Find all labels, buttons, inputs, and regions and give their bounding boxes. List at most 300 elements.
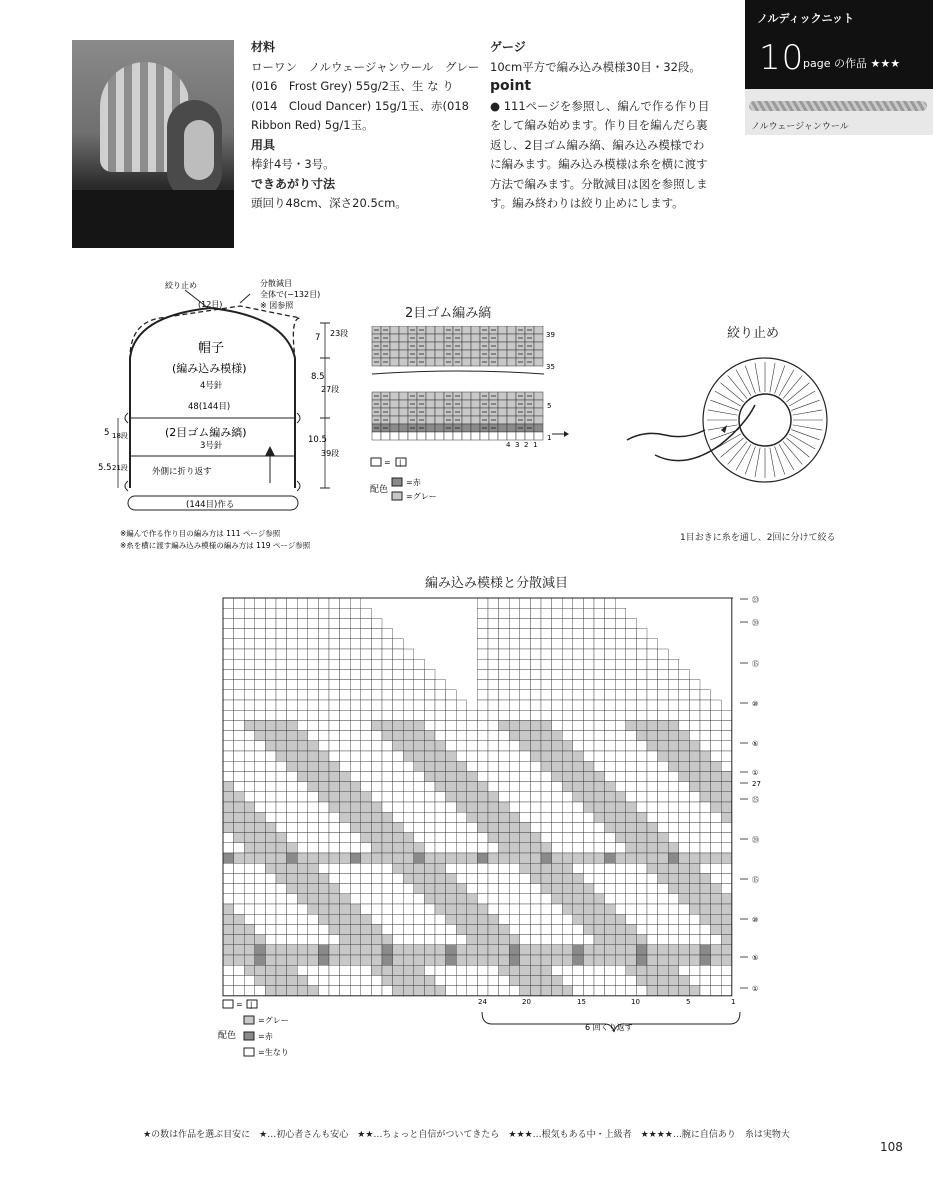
pattern-cell [435,731,446,741]
pattern-cell [414,741,425,751]
pattern-cell [541,782,552,792]
pattern-cell [552,843,563,853]
pattern-cell [509,649,520,659]
pattern-cell [414,935,425,945]
pattern-cell [308,955,319,965]
pattern-cell [234,822,245,832]
pattern-cell [721,945,732,955]
pattern-cell [350,904,361,914]
pattern-cell [668,884,679,894]
pattern-cell [265,945,276,955]
pattern-cell [668,935,679,945]
pattern-cell [329,710,340,720]
pattern-cell [605,608,616,618]
pattern-cell [583,710,594,720]
col-label: 3 [515,441,520,449]
pattern-cell [668,802,679,812]
pattern-cell [308,639,319,649]
pattern-cell [509,629,520,639]
pattern-cell [594,771,605,781]
pattern-cell [244,904,255,914]
pattern-cell [658,690,669,700]
pattern-cell [308,986,319,996]
pattern-cell [340,812,351,822]
pattern-cell [658,731,669,741]
pattern-cell [361,771,372,781]
pattern-cell [615,853,626,863]
pattern-cell [318,731,329,741]
pattern-cell [329,680,340,690]
pattern-cell [658,975,669,985]
pattern-cell [615,629,626,639]
pattern-cell [605,720,616,730]
pattern-cell [552,608,563,618]
pattern-cell [424,782,435,792]
pattern-cell [552,659,563,669]
pattern-cell [467,833,478,843]
row-mark: ① [752,985,759,993]
pattern-cell [287,782,298,792]
pattern-cell [361,700,372,710]
pattern-cell [382,843,393,853]
pattern-cell [223,914,234,924]
pattern-cell [636,802,647,812]
materials-line: (014 Cloud Dancer) 15g/1玉、赤(018 [251,98,469,113]
pattern-cell [244,894,255,904]
pattern-cell [446,873,457,883]
pattern-cell [647,720,658,730]
pattern-cell [414,710,425,720]
pattern-cell [403,965,414,975]
pattern-cell [371,935,382,945]
pattern-cell [329,812,340,822]
pattern-cell [287,741,298,751]
pattern-cell [244,629,255,639]
pattern-cell [340,659,351,669]
pattern-cell [552,751,563,761]
pattern-cell [329,629,340,639]
rib-cell [462,350,471,358]
pattern-cell [689,884,700,894]
pattern-cell [488,843,499,853]
pattern-cell [467,741,478,751]
pattern-cell [636,965,647,975]
pattern-cell [509,812,520,822]
pattern-cell [605,700,616,710]
pattern-cell [276,710,287,720]
pattern-cell [573,965,584,975]
rib-cell [507,334,516,342]
pattern-cell [658,843,669,853]
pattern-cell [711,782,722,792]
pattern-cell [700,884,711,894]
pattern-cell [626,751,637,761]
pattern-cell [382,761,393,771]
key-red: =赤 [258,1032,273,1041]
pattern-cell [382,965,393,975]
pattern-cell [382,782,393,792]
pattern-cell [562,904,573,914]
pattern-cell [308,822,319,832]
pattern-cell [573,649,584,659]
pattern-cell [318,608,329,618]
pattern-cell [562,945,573,955]
pattern-cell [223,751,234,761]
key-red-swatch [244,1032,254,1040]
rib-cell [471,424,480,432]
pattern-cell [658,924,669,934]
pattern-cell [499,792,510,802]
pattern-cell [350,771,361,781]
pattern-cell [668,782,679,792]
pattern-cell [668,986,679,996]
pattern-cell [244,884,255,894]
pattern-cell [605,986,616,996]
rib-cell [498,432,507,440]
pattern-cell [615,639,626,649]
row-mark: ⑤ [752,740,759,748]
pattern-cell [244,751,255,761]
pattern-cell [626,782,637,792]
pattern-cell [265,924,276,934]
pattern-cell [552,935,563,945]
pattern-cell [467,873,478,883]
pattern-cell [244,945,255,955]
pattern-cell [594,812,605,822]
pattern-cell [520,761,531,771]
rib-cell [534,416,543,424]
pattern-cell [477,833,488,843]
fold-label: 外側に折り返す [152,467,212,477]
pattern-cell [679,822,690,832]
pattern-cell [361,873,372,883]
key-grey: =グレー [406,492,437,501]
point-line: 返し、2目ゴム編み縞、編み込み模様でわ [490,137,705,152]
pattern-cell [562,894,573,904]
pattern-cell [499,833,510,843]
pattern-cell [234,608,245,618]
pattern-cell [573,904,584,914]
pattern-cell [265,598,276,608]
pattern-cell [371,812,382,822]
pattern-cell [414,873,425,883]
pattern-cell [340,904,351,914]
pattern-cell [658,873,669,883]
rib-cell [435,334,444,342]
rib-cell [498,326,507,334]
pattern-cell [647,680,658,690]
pattern-cell [488,608,499,618]
pattern-cell [265,629,276,639]
pattern-cell [234,710,245,720]
pattern-cell [265,955,276,965]
rib-cell [435,424,444,432]
pattern-cell [626,802,637,812]
rib-cell [426,334,435,342]
pattern-cell [509,945,520,955]
pattern-cell [583,669,594,679]
rib-cell [462,358,471,366]
pattern-cell [287,629,298,639]
pattern-cell [414,720,425,730]
pattern-cell [594,833,605,843]
pattern-cell [509,843,520,853]
rib-cell [471,432,480,440]
pattern-cell [658,812,669,822]
pattern-cell [414,945,425,955]
pattern-cell [721,761,732,771]
pattern-cell [435,771,446,781]
repeat-label: 6 回くり返す [585,1023,633,1032]
pattern-cell [583,812,594,822]
pattern-cell [700,904,711,914]
pattern-cell [223,924,234,934]
pattern-cell [318,935,329,945]
pattern-cell [721,812,732,822]
pattern-cell [583,935,594,945]
pattern-cell [435,741,446,751]
pattern-cell [318,924,329,934]
pattern-cell [647,843,658,853]
pattern-cell [467,792,478,802]
pattern-cell [276,975,287,985]
rib-cell [390,342,399,350]
pattern-cell [287,955,298,965]
pattern-cell [297,986,308,996]
pattern-cell [626,924,637,934]
pattern-cell [477,873,488,883]
pattern-cell [541,720,552,730]
key-red-swatch [392,478,402,486]
pattern-cell [626,680,637,690]
pattern-cell [668,792,679,802]
rib-cell [462,342,471,350]
pattern-cell [636,873,647,883]
top-stitches: (12目) [198,300,223,309]
pattern-cell [382,935,393,945]
pattern-cell [276,884,287,894]
pattern-cell [636,782,647,792]
pattern-cell [287,618,298,628]
rib-cell [390,424,399,432]
pattern-cell [382,924,393,934]
pattern-cell [403,945,414,955]
pattern-cell [403,720,414,730]
pattern-cell [361,792,372,802]
pattern-cell [552,955,563,965]
pattern-cell [647,955,658,965]
pattern-cell [244,598,255,608]
pattern-cell [626,986,637,996]
pattern-cell [594,802,605,812]
pattern-cell [520,894,531,904]
pattern-cell [297,853,308,863]
pattern-cell [488,975,499,985]
pattern-cell [287,639,298,649]
pattern-cell [350,812,361,822]
pattern-cell [689,812,700,822]
pattern-cell [636,853,647,863]
pattern-cell [721,904,732,914]
pattern-cell [626,894,637,904]
rib-cell [498,358,507,366]
pattern-cell [689,975,700,985]
pattern-cell [636,761,647,771]
pattern-cell [234,680,245,690]
pattern-cell [403,771,414,781]
pattern-cell [520,853,531,863]
pattern-cell [679,792,690,802]
rib-cell [471,392,480,400]
pattern-cell [403,812,414,822]
pattern-cell [287,680,298,690]
rib-cell [390,432,399,440]
pattern-cell [265,986,276,996]
pattern-cell [403,884,414,894]
pattern-cell [308,771,319,781]
pattern-cell [435,873,446,883]
pattern-cell [541,608,552,618]
pattern-cell [467,955,478,965]
pattern-cell [350,945,361,955]
pattern-cell [223,771,234,781]
needle4-label: 4号針 [200,381,223,391]
pattern-cell [594,914,605,924]
pattern-cell [467,904,478,914]
pattern-cell [382,771,393,781]
pattern-cell [541,894,552,904]
dim-label: 8.5 [311,372,325,382]
pattern-cell [700,853,711,863]
pattern-cell [488,863,499,873]
pattern-cell [488,782,499,792]
pattern-cell [509,680,520,690]
key-grey-swatch [244,1016,254,1024]
pattern-cell [499,935,510,945]
pattern-cell [350,720,361,730]
pattern-cell [255,802,266,812]
key-sym: | [250,1001,253,1009]
pattern-cell [276,741,287,751]
pattern-cell [615,690,626,700]
pattern-cell [594,720,605,730]
pattern-cell [509,731,520,741]
pattern-cell [446,986,457,996]
pattern-cell [435,761,446,771]
pattern-cell [467,731,478,741]
pattern-cell [435,751,446,761]
pattern-cell [499,649,510,659]
pattern-cell [244,802,255,812]
rib-cell [498,342,507,350]
pattern-cell [626,659,637,669]
rib-cell [471,326,480,334]
rib-cell [462,326,471,334]
pattern-cell [456,935,467,945]
pattern-cell [456,894,467,904]
pattern-cell [636,659,647,669]
pattern-cell [668,669,679,679]
pattern-cell [626,629,637,639]
rib-cell [435,432,444,440]
pattern-cell [488,945,499,955]
pattern-cell [340,710,351,720]
pattern-cell [520,935,531,945]
rib-cell [480,432,489,440]
pattern-cell [583,792,594,802]
key-eq: = [236,1000,243,1009]
pattern-cell [499,812,510,822]
pattern-cell [297,914,308,924]
pattern-cell [583,649,594,659]
pattern-cell [414,833,425,843]
closure-caption: 1目おきに糸を通し、2回に分けて絞る [680,533,836,543]
pattern-cell [520,945,531,955]
rib-cell [462,424,471,432]
pattern-cell [562,700,573,710]
pattern-cell [371,649,382,659]
pattern-cell [679,741,690,751]
pattern-cell [605,741,616,751]
pattern-cell [287,751,298,761]
pattern-cell [668,914,679,924]
pattern-cell [287,965,298,975]
pattern-cell [689,802,700,812]
pattern-cell [223,873,234,883]
pattern-cell [499,741,510,751]
pattern-cell [721,873,732,883]
pattern-cell [509,761,520,771]
pattern-cell [647,771,658,781]
pattern-cell [711,945,722,955]
pattern-cell [265,771,276,781]
pattern-cell [350,935,361,945]
pattern-cell [350,741,361,751]
pattern-cell [350,914,361,924]
pattern-cell [244,741,255,751]
pattern-cell [605,894,616,904]
pattern-cell [721,986,732,996]
pattern-cell [393,720,404,730]
pattern-cell [276,843,287,853]
pattern-cell [679,771,690,781]
rib-cell [462,416,471,424]
materials-line: (016 Frost Grey) 55g/2玉、生 な り [251,79,454,93]
pattern-cell [393,884,404,894]
rib-cell [462,408,471,416]
pattern-cell [276,822,287,832]
pattern-cell [446,700,457,710]
pattern-cell [255,629,266,639]
pattern-cell [329,639,340,649]
pattern-cell [308,669,319,679]
pattern-cell [594,761,605,771]
pattern-cell [297,720,308,730]
pattern-cell [562,690,573,700]
pattern-cell [520,659,531,669]
rib-cell [390,350,399,358]
pattern-cell [297,924,308,934]
pattern-cell [414,884,425,894]
pattern-cell [583,761,594,771]
pattern-cell [562,720,573,730]
pattern-cell [265,690,276,700]
pattern-cell [318,690,329,700]
pattern-cell [679,884,690,894]
point-heading: point [490,78,532,94]
pattern-cell [393,802,404,812]
pattern-cell [446,924,457,934]
